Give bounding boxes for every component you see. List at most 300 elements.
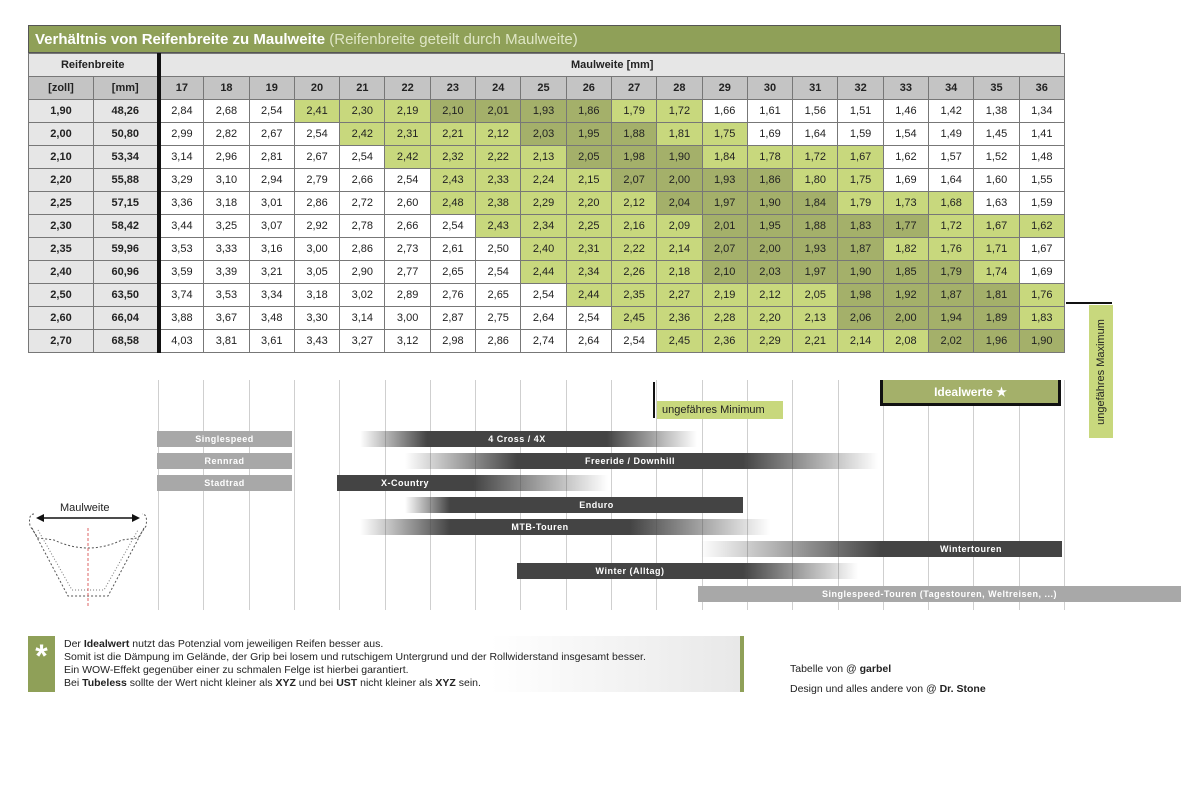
ratio-cell: 1,92 [883, 284, 928, 307]
ratio-cell: 3,33 [204, 238, 249, 261]
ratio-cell: 2,96 [204, 146, 249, 169]
gridline [203, 380, 204, 610]
ratio-cell: 1,79 [929, 261, 974, 284]
idealwert-note [28, 636, 744, 692]
ratio-cell: 3,61 [249, 330, 294, 353]
ratio-cell: 1,63 [974, 192, 1019, 215]
ratio-cell: 2,65 [476, 284, 521, 307]
ratio-cell: 1,95 [566, 123, 611, 146]
column-header: 25 [521, 77, 566, 100]
ratio-cell: 1,93 [521, 100, 566, 123]
ratio-cell: 2,76 [430, 284, 475, 307]
ratio-cell: 2,34 [566, 261, 611, 284]
ratio-cell: 3,10 [204, 169, 249, 192]
min-label: ungefähres Minimum [657, 401, 783, 419]
usage-bar [405, 497, 450, 513]
ratio-cell: 1,75 [702, 123, 747, 146]
ratio-cell: 1,72 [657, 100, 702, 123]
ratio-cell: 3,81 [204, 330, 249, 353]
ratio-cell: 1,89 [974, 307, 1019, 330]
ratio-cell: 2,54 [430, 215, 475, 238]
ratio-cell: 3,43 [294, 330, 339, 353]
ratio-cell: 1,71 [974, 238, 1019, 261]
ratio-cell: 2,67 [294, 146, 339, 169]
ratio-cell: 3,67 [204, 307, 249, 330]
ratio-cell: 2,40 [521, 238, 566, 261]
ratio-cell: 2,54 [611, 330, 656, 353]
arrow-up-icon [653, 382, 655, 418]
ratio-cell: 3,29 [159, 169, 204, 192]
ratio-cell: 2,82 [204, 123, 249, 146]
reifenbreite-header: Reifenbreite [29, 54, 159, 77]
ratio-cell: 1,55 [1019, 169, 1064, 192]
row-mm: 48,26 [94, 100, 159, 123]
ratio-cell: 2,86 [340, 238, 385, 261]
ratio-cell: 1,45 [974, 123, 1019, 146]
column-header: 33 [883, 77, 928, 100]
usage-bar [360, 431, 427, 447]
gridline [1019, 380, 1020, 610]
usage-bar [700, 541, 880, 557]
gridline [475, 380, 476, 610]
ratio-cell: 1,97 [793, 261, 838, 284]
ratio-cell: 2,00 [657, 169, 702, 192]
ratio-cell: 2,12 [747, 284, 792, 307]
ratio-cell: 3,59 [159, 261, 204, 284]
usage-bar: Enduro [450, 497, 743, 513]
usage-bar [743, 453, 878, 469]
ratio-cell: 2,10 [430, 100, 475, 123]
ratio-cell: 3,53 [159, 238, 204, 261]
ratio-cell: 2,43 [430, 169, 475, 192]
ratio-cell: 2,60 [385, 192, 430, 215]
ratio-cell: 2,77 [385, 261, 430, 284]
ratio-cell: 2,89 [385, 284, 430, 307]
ratio-cell: 2,31 [385, 123, 430, 146]
ratio-cell: 2,68 [204, 100, 249, 123]
table-row [29, 284, 1065, 307]
ratio-cell: 3,00 [385, 307, 430, 330]
ratio-cell: 1,66 [702, 100, 747, 123]
ratio-cell: 1,76 [1019, 284, 1064, 307]
column-header: 29 [702, 77, 747, 100]
ratio-cell: 2,30 [340, 100, 385, 123]
ratio-cell: 1,83 [1019, 307, 1064, 330]
usage-bar: Rennrad [157, 453, 292, 469]
gridline [1064, 380, 1065, 610]
row-mm: 63,50 [94, 284, 159, 307]
ratio-cell: 2,86 [476, 330, 521, 353]
asterisk-icon: * [28, 636, 55, 692]
ratio-cell: 1,51 [838, 100, 883, 123]
ratio-cell: 1,88 [793, 215, 838, 238]
ratio-cell: 3,21 [249, 261, 294, 284]
max-label-text: ungefähres Maximum [1095, 318, 1107, 425]
column-header: 22 [385, 77, 430, 100]
column-header: 19 [249, 77, 294, 100]
ratio-cell: 2,64 [521, 307, 566, 330]
ratio-cell: 1,97 [702, 192, 747, 215]
gridline [158, 380, 159, 610]
ratio-cell: 2,03 [521, 123, 566, 146]
ratio-cell: 1,64 [793, 123, 838, 146]
title-sub: (Reifenbreite geteilt durch Maulweite) [325, 31, 578, 48]
ratio-cell: 1,67 [838, 146, 883, 169]
gridline [883, 380, 884, 610]
mm-header: [mm] [94, 77, 159, 100]
ratio-cell: 2,54 [340, 146, 385, 169]
ratio-cell: 1,90 [657, 146, 702, 169]
ratio-cell: 2,36 [702, 330, 747, 353]
ratio-cell: 1,75 [838, 169, 883, 192]
ratio-table [28, 53, 1065, 353]
table-row [29, 238, 1065, 261]
ratio-cell: 2,19 [385, 100, 430, 123]
ratio-cell: 2,21 [793, 330, 838, 353]
ratio-cell: 2,54 [521, 284, 566, 307]
ratio-cell: 2,33 [476, 169, 521, 192]
ratio-cell: 1,69 [883, 169, 928, 192]
ratio-cell: 1,61 [747, 100, 792, 123]
ratio-cell: 2,27 [657, 284, 702, 307]
ratio-cell: 2,50 [476, 238, 521, 261]
usage-bar: Stadtrad [157, 475, 292, 491]
ratio-cell: 3,48 [249, 307, 294, 330]
ratio-cell: 1,79 [838, 192, 883, 215]
ratio-cell: 2,07 [702, 238, 747, 261]
column-header: 27 [611, 77, 656, 100]
ratio-cell: 1,49 [929, 123, 974, 146]
column-header: 18 [204, 77, 249, 100]
ratio-cell: 3,12 [385, 330, 430, 353]
ratio-cell: 1,68 [929, 192, 974, 215]
ratio-cell: 2,45 [657, 330, 702, 353]
ratio-cell: 2,19 [702, 284, 747, 307]
ratio-cell: 1,38 [974, 100, 1019, 123]
row-zoll: 1,90 [29, 100, 94, 123]
ratio-cell: 2,38 [476, 192, 521, 215]
ratio-cell: 1,48 [1019, 146, 1064, 169]
ratio-cell: 1,72 [929, 215, 974, 238]
ratio-cell: 1,73 [883, 192, 928, 215]
ratio-cell: 2,01 [702, 215, 747, 238]
usage-bar: 4 Cross / 4X [427, 431, 607, 447]
row-zoll: 2,35 [29, 238, 94, 261]
ratio-cell: 2,54 [294, 123, 339, 146]
ratio-cell: 3,44 [159, 215, 204, 238]
ratio-cell: 1,56 [793, 100, 838, 123]
row-mm: 58,42 [94, 215, 159, 238]
ratio-cell: 2,24 [521, 169, 566, 192]
ratio-cell: 1,79 [611, 100, 656, 123]
ratio-cell: 2,42 [340, 123, 385, 146]
ratio-cell: 1,62 [883, 146, 928, 169]
column-header: 32 [838, 77, 883, 100]
ratio-cell: 1,62 [1019, 215, 1064, 238]
ratio-cell: 2,44 [521, 261, 566, 284]
ratio-cell: 2,00 [883, 307, 928, 330]
column-header: 23 [430, 77, 475, 100]
ratio-cell: 1,46 [883, 100, 928, 123]
ratio-cell: 2,48 [430, 192, 475, 215]
ratio-cell: 3,00 [294, 238, 339, 261]
usage-bar: MTB-Touren [450, 519, 630, 535]
ratio-cell: 1,78 [747, 146, 792, 169]
ratio-cell: 2,12 [611, 192, 656, 215]
title-main: Verhältnis von Reifenbreite zu Maulweite [35, 31, 326, 48]
ratio-cell: 1,93 [793, 238, 838, 261]
zoll-header: [zoll] [29, 77, 94, 100]
ratio-cell: 2,31 [566, 238, 611, 261]
ratio-cell: 2,18 [657, 261, 702, 284]
gridline [928, 380, 929, 610]
rim-diagram [24, 500, 154, 610]
ratio-cell: 2,66 [385, 215, 430, 238]
ratio-cell: 1,67 [1019, 238, 1064, 261]
row-mm: 50,80 [94, 123, 159, 146]
usage-bar: X-Country [337, 475, 473, 491]
column-header: 35 [974, 77, 1019, 100]
row-zoll: 2,30 [29, 215, 94, 238]
usage-bar [630, 519, 770, 535]
ratio-cell: 1,94 [929, 307, 974, 330]
ratio-cell: 2,28 [702, 307, 747, 330]
ratio-cell: 2,07 [611, 169, 656, 192]
ratio-cell: 3,16 [249, 238, 294, 261]
ratio-cell: 2,72 [340, 192, 385, 215]
ratio-cell: 1,87 [838, 238, 883, 261]
usage-bar [360, 519, 450, 535]
ratio-cell: 2,66 [340, 169, 385, 192]
ratio-cell: 1,74 [974, 261, 1019, 284]
rim-cross-section-icon [24, 500, 154, 610]
column-header: 26 [566, 77, 611, 100]
ratio-cell: 3,05 [294, 261, 339, 284]
ratio-cell: 2,75 [476, 307, 521, 330]
column-header: 34 [929, 77, 974, 100]
ratio-cell: 1,69 [1019, 261, 1064, 284]
ratio-cell: 2,05 [793, 284, 838, 307]
ratio-cell: 2,79 [294, 169, 339, 192]
ratio-cell: 2,74 [521, 330, 566, 353]
ratio-cell: 3,74 [159, 284, 204, 307]
chart-title [28, 25, 1061, 53]
ratio-cell: 1,76 [929, 238, 974, 261]
ratio-cell: 2,14 [838, 330, 883, 353]
ratio-cell: 1,42 [929, 100, 974, 123]
usage-bar: Winter (Alltag) [517, 563, 743, 579]
ratio-cell: 2,13 [793, 307, 838, 330]
table-row [29, 100, 1065, 123]
ratio-cell: 3,18 [294, 284, 339, 307]
ratio-cell: 2,43 [476, 215, 521, 238]
row-mm: 57,15 [94, 192, 159, 215]
ratio-cell: 3,34 [249, 284, 294, 307]
ratio-cell: 2,61 [430, 238, 475, 261]
ratio-cell: 1,67 [974, 215, 1019, 238]
ratio-cell: 2,02 [929, 330, 974, 353]
column-header: 21 [340, 77, 385, 100]
ratio-cell: 2,81 [249, 146, 294, 169]
usage-bar [743, 563, 858, 579]
ratio-cell: 1,59 [838, 123, 883, 146]
ratio-cell: 3,14 [340, 307, 385, 330]
ratio-cell: 2,73 [385, 238, 430, 261]
row-mm: 55,88 [94, 169, 159, 192]
ratio-cell: 1,86 [566, 100, 611, 123]
ratio-cell: 2,36 [657, 307, 702, 330]
ratio-cell: 1,80 [793, 169, 838, 192]
ratio-cell: 1,86 [747, 169, 792, 192]
ratio-cell: 3,88 [159, 307, 204, 330]
ratio-cell: 3,36 [159, 192, 204, 215]
ratio-cell: 2,90 [340, 261, 385, 284]
usage-bar [607, 431, 697, 447]
ratio-cell: 1,77 [883, 215, 928, 238]
ratio-cell: 1,90 [747, 192, 792, 215]
table-row [29, 169, 1065, 192]
ratio-cell: 2,54 [476, 261, 521, 284]
ratio-cell: 2,15 [566, 169, 611, 192]
ratio-cell: 2,67 [249, 123, 294, 146]
ratio-cell: 1,59 [1019, 192, 1064, 215]
ratio-cell: 2,45 [611, 307, 656, 330]
row-zoll: 2,10 [29, 146, 94, 169]
usage-bar [473, 475, 608, 491]
table-row [29, 330, 1065, 353]
ratio-cell: 2,32 [430, 146, 475, 169]
ratio-cell: 2,08 [883, 330, 928, 353]
ratio-cell: 2,41 [294, 100, 339, 123]
ratio-cell: 2,92 [294, 215, 339, 238]
ratio-cell: 2,04 [657, 192, 702, 215]
ratio-cell: 2,86 [294, 192, 339, 215]
credits: Tabelle von @ garbel Design und alles andere von @ Dr. Stone [790, 663, 986, 695]
ideal-label: Idealwerte ★ [880, 380, 1061, 406]
ratio-cell: 2,78 [340, 215, 385, 238]
row-mm: 66,04 [94, 307, 159, 330]
ratio-cell: 2,09 [657, 215, 702, 238]
ratio-cell: 2,14 [657, 238, 702, 261]
arrow-left-icon [1066, 302, 1112, 304]
ratio-cell: 2,64 [566, 330, 611, 353]
ratio-cell: 3,01 [249, 192, 294, 215]
ratio-cell: 2,01 [476, 100, 521, 123]
column-header: 17 [159, 77, 204, 100]
usage-bar: Freeride / Downhill [517, 453, 743, 469]
row-zoll: 2,50 [29, 284, 94, 307]
ratio-cell: 2,25 [566, 215, 611, 238]
ratio-cell: 2,94 [249, 169, 294, 192]
ratio-cell: 2,20 [566, 192, 611, 215]
ratio-cell: 1,54 [883, 123, 928, 146]
ratio-cell: 2,44 [566, 284, 611, 307]
ratio-cell: 1,41 [1019, 123, 1064, 146]
ratio-cell: 3,39 [204, 261, 249, 284]
ratio-cell: 2,20 [747, 307, 792, 330]
row-zoll: 2,70 [29, 330, 94, 353]
ratio-cell: 1,83 [838, 215, 883, 238]
ratio-cell: 2,54 [385, 169, 430, 192]
row-zoll: 2,20 [29, 169, 94, 192]
column-header: 31 [793, 77, 838, 100]
ratio-cell: 4,03 [159, 330, 204, 353]
ratio-cell: 3,53 [204, 284, 249, 307]
ratio-cell: 1,96 [974, 330, 1019, 353]
usage-bar: Wintertouren [880, 541, 1062, 557]
usage-bar: Singlespeed [157, 431, 292, 447]
ratio-cell: 2,13 [521, 146, 566, 169]
ratio-cell: 1,95 [747, 215, 792, 238]
ratio-cell: 1,84 [793, 192, 838, 215]
usage-bar: Singlespeed-Touren (Tagestouren, Weltreisen, ...) [698, 586, 1181, 602]
ratio-cell: 1,84 [702, 146, 747, 169]
table-row [29, 192, 1065, 215]
ratio-cell: 2,84 [159, 100, 204, 123]
ratio-cell: 1,87 [929, 284, 974, 307]
row-zoll: 2,25 [29, 192, 94, 215]
column-header: 20 [294, 77, 339, 100]
column-header: 30 [747, 77, 792, 100]
column-header: 36 [1019, 77, 1064, 100]
ratio-cell: 1,81 [657, 123, 702, 146]
ratio-cell: 2,54 [249, 100, 294, 123]
row-zoll: 2,60 [29, 307, 94, 330]
ratio-cell: 1,64 [929, 169, 974, 192]
table-row [29, 215, 1065, 238]
ratio-cell: 1,93 [702, 169, 747, 192]
ratio-cell: 2,42 [385, 146, 430, 169]
ratio-cell: 1,98 [611, 146, 656, 169]
gridline [294, 380, 295, 610]
row-zoll: 2,00 [29, 123, 94, 146]
ratio-cell: 2,26 [611, 261, 656, 284]
rim-diagram-label: Maulweite [60, 502, 110, 514]
ratio-cell: 2,22 [476, 146, 521, 169]
ratio-cell: 2,21 [430, 123, 475, 146]
ratio-cell: 3,18 [204, 192, 249, 215]
ratio-cell: 2,00 [747, 238, 792, 261]
row-mm: 59,96 [94, 238, 159, 261]
ratio-cell: 1,72 [793, 146, 838, 169]
ratio-cell: 1,82 [883, 238, 928, 261]
ratio-cell: 1,52 [974, 146, 1019, 169]
ratio-cell: 1,60 [974, 169, 1019, 192]
ratio-cell: 3,02 [340, 284, 385, 307]
ratio-cell: 3,07 [249, 215, 294, 238]
gridline [249, 380, 250, 610]
table-row [29, 307, 1065, 330]
ratio-cell: 2,87 [430, 307, 475, 330]
column-header: 24 [476, 77, 521, 100]
ratio-cell: 2,05 [566, 146, 611, 169]
ratio-cell: 3,27 [340, 330, 385, 353]
ratio-cell: 1,69 [747, 123, 792, 146]
ratio-cell: 1,98 [838, 284, 883, 307]
gridline [339, 380, 340, 610]
ratio-cell: 1,57 [929, 146, 974, 169]
ratio-cell: 2,98 [430, 330, 475, 353]
ratio-cell: 2,35 [611, 284, 656, 307]
ratio-cell: 2,99 [159, 123, 204, 146]
ratio-cell: 1,85 [883, 261, 928, 284]
table-row [29, 261, 1065, 284]
row-zoll: 2,40 [29, 261, 94, 284]
ratio-cell: 2,03 [747, 261, 792, 284]
table-row [29, 123, 1065, 146]
usage-bar [405, 453, 517, 469]
row-mm: 60,96 [94, 261, 159, 284]
